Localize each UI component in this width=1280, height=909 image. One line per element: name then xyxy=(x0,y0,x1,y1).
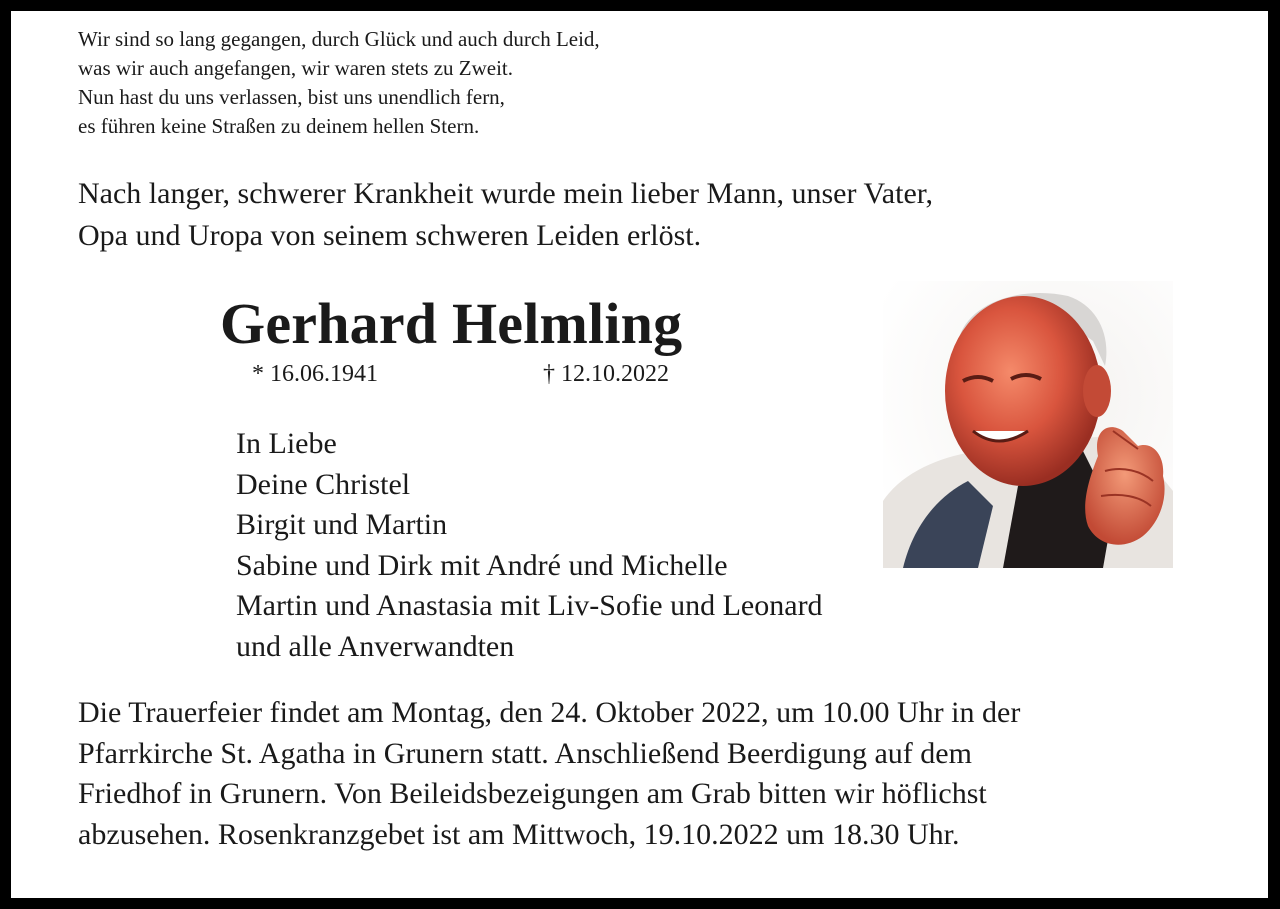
funeral-line: Pfarrkirche St. Agatha in Grunern statt. Anschließend Beerdigung auf dem xyxy=(78,736,972,770)
poem xyxy=(78,25,600,141)
signers-list xyxy=(236,424,823,667)
signer-line: Birgit und Martin xyxy=(236,508,448,541)
portrait-photo xyxy=(883,281,1173,568)
signer-line: Sabine und Dirk mit André und Michelle xyxy=(236,548,728,582)
poem-line: Nun hast du uns verlassen, bist uns unendlich fern, xyxy=(78,85,505,109)
signer-line: In Liebe xyxy=(236,427,337,460)
funeral-line: abzusehen. Rosenkranzgebet ist am Mittwoch, 19.10.2022 um 18.30 Uhr. xyxy=(78,817,960,851)
poem-line: Wir sind so lang gegangen, durch Glück und auch durch Leid, xyxy=(78,27,600,51)
signer-line: und alle Anverwandten xyxy=(236,629,515,663)
death-date: † 12.10.2022 xyxy=(543,361,669,387)
obituary-card xyxy=(11,11,1268,898)
poem-line: es führen keine Straßen zu deinem hellen Stern. xyxy=(78,114,480,138)
intro-text xyxy=(78,173,933,257)
intro-line: Nach langer, schwerer Krankheit wurde mein lieber Mann, unser Vater, xyxy=(78,177,934,210)
funeral-details xyxy=(78,693,1020,855)
funeral-line: Die Trauerfeier findet am Montag, den 24. Oktober 2022, um 10.00 Uhr in der xyxy=(78,696,1021,729)
deceased-name: Gerhard Helmling xyxy=(220,291,683,356)
funeral-line: Friedhof in Grunern. Von Beileidsbezeigungen am Grab bitten wir höflichst xyxy=(78,777,987,810)
signer-line: Deine Christel xyxy=(236,467,411,501)
signer-line: Martin und Anastasia mit Liv-Sofie und Leonard xyxy=(236,589,823,622)
poem-line: was wir auch angefangen, wir waren stets zu Zweit. xyxy=(78,56,514,80)
intro-line: Opa und Uropa von seinem schweren Leiden erlöst. xyxy=(78,219,702,252)
birth-date: * 16.06.1941 xyxy=(252,361,378,387)
